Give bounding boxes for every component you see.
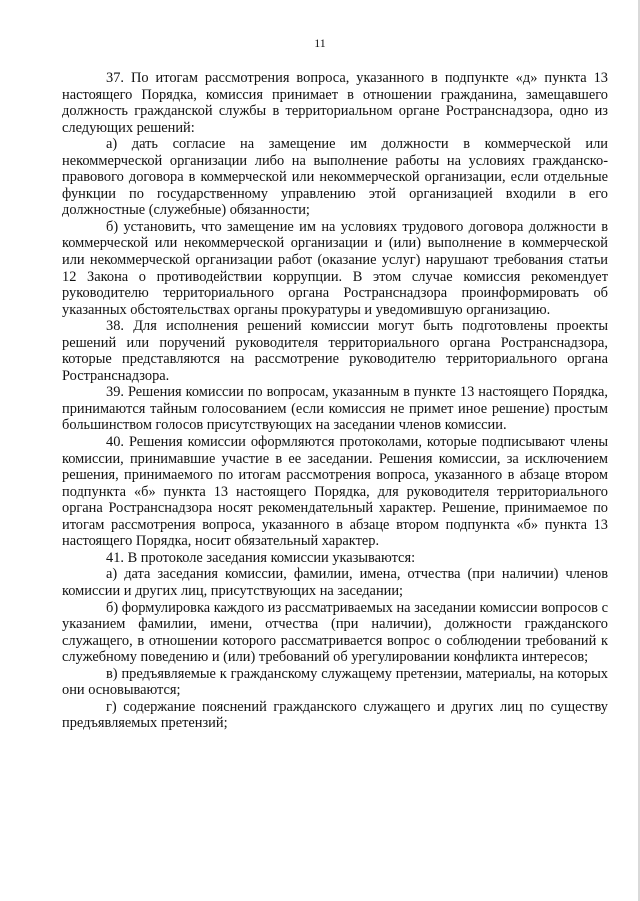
paragraph-37-b: б) установить, что замещение им на условиях трудового договора должности в коммерческой или некоммерческой организации и (или) выполнение в коммерческой или некоммерческой организации работ (оказание услуг) нарушают требования статьи 12 Закона о противодействии коррупции. В этом случае комиссия рекомендует руководителю территориального органа Ространснадзора проинформировать об указанных обстоятельствах органы прокуратуры и уведомившую организацию.	[62, 218, 608, 318]
paragraph-39: 39. Решения комиссии по вопросам, указанным в пункте 13 настоящего Порядка, принимаются тайным голосованием (если комиссия не примет иное решение) простым большинством голосов присутствующих на заседании членов комиссии.	[62, 384, 608, 434]
paragraph-41-a: а) дата заседания комиссии, фамилии, имена, отчества (при наличии) членов комиссии и других лиц, присутствующих на заседании;	[62, 566, 608, 599]
paragraph-37-a: а) дать согласие на замещение им должности в коммерческой или некоммерческой организации либо на выполнение работы на условиях гражданско-правового договора в коммерческой или некоммерческой организации, если отдельные функции по государственному управлению этой организацией входили в его должностные (служебные) обязанности;	[62, 136, 608, 219]
paragraph-41-g: г) содержание пояснений гражданского служащего и других лиц по существу предъявляемых претензий;	[62, 698, 608, 732]
document-body	[62, 70, 608, 732]
paragraph-41: 41. В протоколе заседания комиссии указываются:	[106, 549, 416, 566]
paragraph-41-b: б) формулировка каждого из рассматриваемых на заседании комиссии вопросов с указанием фамилии, имени, отчества (при наличии), должности гражданского служащего, в отношении которого рассматривается вопрос о соблюдении требований к служебному поведению и (или) требований об урегулировании конфликта интересов;	[62, 599, 608, 666]
paragraph-38: 38. Для исполнения решений комиссии могут быть подготовлены проекты решений или поручений руководителя территориального органа Ространснадзора, которые представляются на рассмотрение руководителю территориального органа Ространснадзора.	[62, 318, 608, 384]
page-number: 11	[314, 36, 326, 50]
paragraph-40: 40. Решения комиссии оформляются протоколами, которые подписывают члены комиссии, принимавшие участие в ее заседании. Решения комиссии, за исключением решения, принимаемого по итогам рассмотрения вопроса, указанного в абзаце втором подпункта «б» пункта 13 настоящего Порядка, для руководителя территориального органа Ространснадзора носят рекомендательный характер. Решение, принимаемое по итогам рассмотрения вопроса, указанного в абзаце втором подпункта «б» пункта 13 настоящего Порядка, носит обязательный характер.	[62, 434, 608, 550]
paragraph-41-v: в) предъявляемые к гражданскому служащему претензии, материалы, на которых они основываются;	[62, 665, 608, 699]
paragraph-37: 37. По итогам рассмотрения вопроса, указанного в подпункте «д» пункта 13 настоящего Порядка, комиссия принимает в отношении гражданина, замещавшего должность гражданской службы в территориальном органе Ространснадзора, одно из следующих решений:	[62, 70, 608, 136]
